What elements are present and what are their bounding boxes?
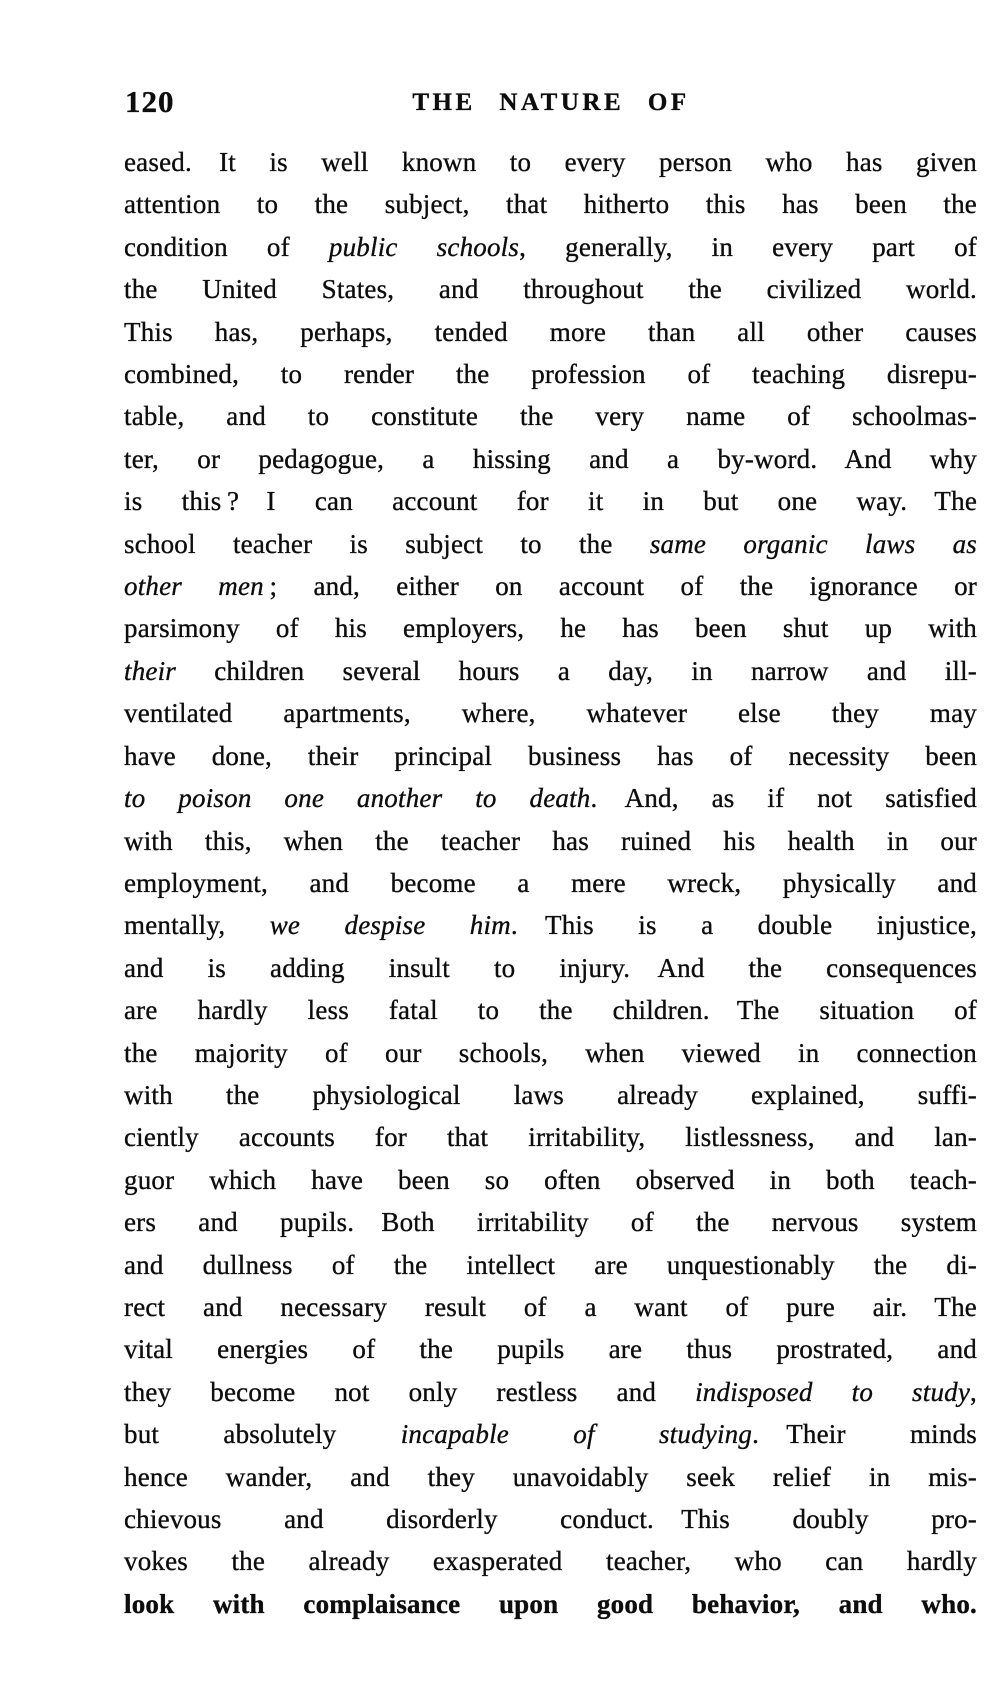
text-line — [124, 1286, 977, 1328]
text-line — [124, 268, 977, 310]
text-line — [124, 1032, 977, 1074]
running-head: THE NATURE OF — [412, 89, 690, 116]
text-segment: with the physiological laws already explained, suffi- — [124, 1079, 977, 1110]
text-line — [124, 395, 977, 437]
italic-text-segment: to poison one another to death — [124, 783, 591, 814]
text-line — [124, 480, 977, 522]
italic-text-segment: other men — [124, 571, 264, 602]
text-line — [124, 777, 977, 819]
text-segment: . Their minds — [752, 1419, 977, 1450]
text-line — [124, 650, 977, 692]
text-segment: hence wander, and they unavoidably seek relief in mis- — [124, 1461, 977, 1492]
text-line — [124, 1328, 977, 1370]
text-segment: guor which have been so often observed in both teach- — [124, 1164, 977, 1195]
text-line — [124, 523, 977, 565]
text-segment: combined, to render the profession of teaching disrepu- — [124, 359, 977, 390]
text-segment: ers and pupils. Both irritability of the nervous system — [124, 1207, 977, 1238]
text-line — [124, 862, 977, 904]
italic-text-segment: same organic laws as — [649, 528, 977, 559]
text-line — [124, 1244, 977, 1286]
text-line — [124, 226, 977, 268]
text-segment: mentally, — [124, 910, 270, 941]
text-line — [124, 1540, 977, 1582]
text-line — [124, 141, 977, 183]
text-line — [124, 1159, 977, 1201]
text-line — [124, 1201, 977, 1243]
text-segment: look with complaisance upon good behavior, and who. — [124, 1588, 977, 1619]
text-segment: parsimony of his employers, he has been shut up with — [124, 613, 977, 644]
text-segment: This has, perhaps, tended more than all other causes — [124, 316, 977, 347]
italic-text-segment: their — [124, 655, 176, 686]
italic-text-segment: we despise him — [269, 910, 511, 941]
text-segment: is this ? I can account for it in but one way. The — [124, 486, 977, 517]
text-segment: but absolutely — [124, 1419, 401, 1450]
text-line — [124, 1116, 977, 1158]
text-segment: school teacher is subject to the — [124, 528, 650, 559]
text-line — [124, 1371, 977, 1413]
text-segment: have done, their principal business has of necessity been — [124, 740, 977, 771]
text-segment: , — [970, 1376, 977, 1407]
text-segment: . This is a double injustice, — [510, 910, 977, 941]
text-segment: eased. It is well known to every person who has given — [124, 147, 977, 177]
text-line — [124, 735, 977, 777]
text-line — [124, 947, 977, 989]
text-segment: vital energies of the pupils are thus prostrated, and — [124, 1334, 977, 1365]
text-segment: . And, as if not satisfied — [590, 783, 977, 814]
text-line — [124, 820, 977, 862]
text-segment: the United States, and throughout the civilized world. — [124, 274, 977, 305]
italic-text-segment: incapable of studying — [400, 1419, 753, 1450]
text-line — [124, 607, 977, 649]
text-line — [124, 1456, 977, 1498]
text-segment: they become not only restless and — [124, 1376, 696, 1407]
text-segment: employment, and become a mere wreck, physically and — [124, 867, 977, 898]
text-line — [124, 1074, 977, 1116]
text-segment: children several hours a day, in narrow and ill- — [176, 655, 977, 686]
text-line — [124, 311, 977, 353]
running-head-container — [125, 90, 977, 115]
text-segment: ter, or pedagogue, a hissing and a by-word. And why — [124, 443, 977, 474]
page-number: 120 — [125, 84, 175, 119]
text-segment: with this, when the teacher has ruined his health in our — [124, 825, 977, 856]
text-segment: ciently accounts for that irritability, listlessness, and lan- — [124, 1122, 977, 1153]
text-segment: the majority of our schools, when viewed in connection — [124, 1037, 977, 1068]
text-segment: are hardly less fatal to the children. The situation of — [124, 995, 977, 1026]
text-line — [124, 183, 977, 225]
text-segment: vokes the already exasperated teacher, who can hardly — [124, 1546, 977, 1577]
text-line — [124, 353, 977, 395]
text-segment: chievous and disorderly conduct. This doubly pro- — [124, 1504, 977, 1534]
text-segment: attention to the subject, that hitherto this has been the — [124, 189, 977, 220]
text-segment: ; and, either on account of the ignorance or — [263, 571, 977, 602]
text-line — [124, 1498, 977, 1540]
text-line — [124, 1583, 977, 1625]
text-segment: table, and to constitute the very name of schoolmas- — [124, 401, 977, 432]
text-line — [124, 1413, 977, 1455]
text-line — [124, 989, 977, 1031]
text-line — [124, 565, 977, 607]
text-segment: condition of — [124, 231, 329, 262]
body-text — [124, 141, 977, 1625]
text-line — [124, 438, 977, 480]
text-segment: and dullness of the intellect are unquestionably the di- — [124, 1249, 977, 1280]
text-segment: and is adding insult to injury. And the consequences — [124, 952, 977, 983]
text-line — [124, 692, 977, 734]
italic-text-segment: indisposed to study — [695, 1376, 971, 1407]
text-segment: rect and necessary result of a want of pure air. The — [124, 1291, 977, 1322]
italic-text-segment: public schools — [328, 231, 520, 262]
text-segment: ventilated apartments, where, whatever else they may — [124, 698, 977, 729]
text-line — [124, 904, 977, 946]
text-segment: , generally, in every part of — [519, 231, 977, 262]
